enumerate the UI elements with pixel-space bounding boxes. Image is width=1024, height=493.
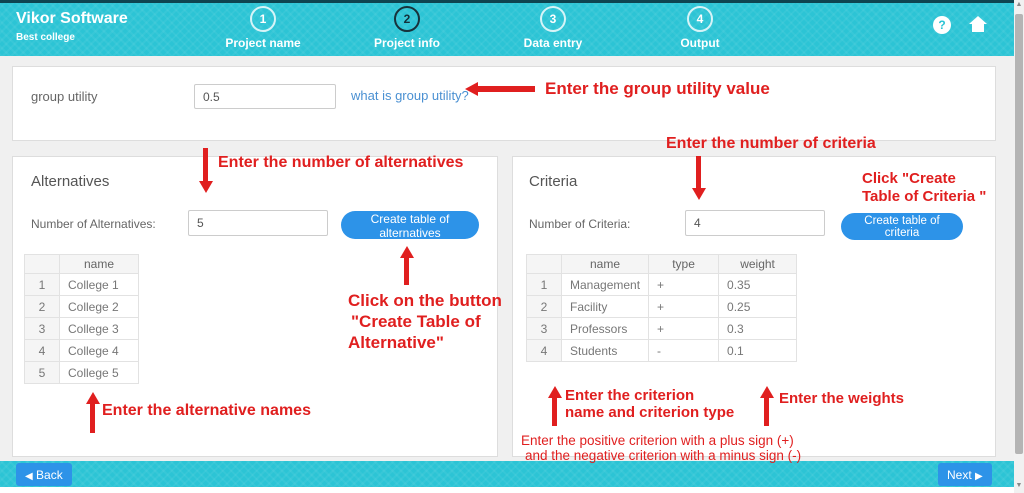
criterion-type-cell[interactable]: - <box>649 340 719 362</box>
scrollbar-thumb[interactable] <box>1015 14 1023 454</box>
alternative-name-cell[interactable]: College 2 <box>60 296 139 318</box>
row-index: 4 <box>527 340 562 362</box>
row-index: 4 <box>25 340 60 362</box>
criterion-type-cell[interactable]: + <box>649 296 719 318</box>
step-project-info[interactable] <box>347 6 467 50</box>
table-row <box>527 274 797 296</box>
row-index: 3 <box>527 318 562 340</box>
help-icon[interactable]: ? <box>933 16 951 34</box>
alt-header-index <box>25 255 60 274</box>
create-table-of-alternatives-button[interactable]: Create table of alternatives <box>341 211 479 239</box>
scrollbar-up-icon[interactable]: ▲ <box>1015 1 1023 8</box>
number-of-criteria-input[interactable] <box>685 210 825 236</box>
criterion-weight-cell[interactable]: 0.3 <box>719 318 797 340</box>
criterion-weight-cell[interactable]: 0.25 <box>719 296 797 318</box>
row-index: 5 <box>25 362 60 384</box>
table-row <box>25 340 139 362</box>
table-row <box>25 362 139 384</box>
crit-header-type: type <box>649 255 719 274</box>
home-icon-body <box>972 24 984 32</box>
annotation-group-utility: Enter the group utility value <box>545 79 770 98</box>
create-table-of-criteria-button[interactable]: Create table of criteria <box>841 213 963 240</box>
vertical-scrollbar[interactable] <box>1014 0 1024 493</box>
annotation-sign-note: Enter the positive criterion with a plus sign (+) and the negative criterion with a minus sign (-) <box>521 433 802 463</box>
footer-bar <box>0 461 1014 487</box>
row-index: 3 <box>25 318 60 340</box>
annotation-click-create-criteria: Click "Create Table of Criteria " <box>862 170 987 205</box>
step-4-label: Output <box>680 36 720 50</box>
crit-header-index <box>527 255 562 274</box>
annotation-click-create-alternatives: Click on the button "Create Table of Alternative" <box>348 291 502 352</box>
step-output[interactable] <box>640 6 760 50</box>
criterion-weight-cell[interactable]: 0.1 <box>719 340 797 362</box>
table-row <box>25 274 139 296</box>
step-project-name[interactable] <box>203 6 323 50</box>
app-header <box>0 3 1014 56</box>
criteria-heading: Criteria <box>529 173 578 190</box>
project-name-subtitle: Best college <box>16 32 75 43</box>
number-of-alternatives-input[interactable] <box>188 210 328 236</box>
row-index: 2 <box>527 296 562 318</box>
criterion-type-cell[interactable]: + <box>649 274 719 296</box>
crit-header-name: name <box>562 255 649 274</box>
group-utility-input[interactable] <box>194 84 336 109</box>
crit-header-weight: weight <box>719 255 797 274</box>
criteria-table <box>526 254 797 362</box>
table-row <box>25 296 139 318</box>
criterion-name-cell[interactable]: Facility <box>562 296 649 318</box>
alternatives-heading: Alternatives <box>31 173 110 190</box>
back-arrow-icon: ◀ <box>25 470 33 482</box>
number-of-alternatives-label: Number of Alternatives: <box>31 217 156 231</box>
step-3-label: Data entry <box>523 36 583 50</box>
annotation-weights: Enter the weights <box>779 390 905 407</box>
alternatives-header-row <box>25 255 139 274</box>
table-row <box>527 318 797 340</box>
alternative-name-cell[interactable]: College 4 <box>60 340 139 362</box>
what-is-group-utility-link[interactable]: what is group utility? <box>351 88 469 103</box>
number-of-criteria-label: Number of Criteria: <box>529 217 631 231</box>
annotation-criterion-name-type: Enter the criterion name and criterion type <box>565 387 735 421</box>
criterion-name-cell[interactable]: Professors <box>562 318 649 340</box>
step-2-circle: 2 <box>394 6 420 32</box>
step-4-circle: 4 <box>687 6 713 32</box>
alternative-name-cell[interactable]: College 1 <box>60 274 139 296</box>
back-button[interactable]: ◀ Back <box>16 463 72 486</box>
criterion-type-cell[interactable]: + <box>649 318 719 340</box>
group-utility-label: group utility <box>31 89 98 104</box>
step-2-label: Project info <box>373 36 440 50</box>
row-index: 1 <box>527 274 562 296</box>
alt-header-name: name <box>60 255 139 274</box>
step-1-circle: 1 <box>250 6 276 32</box>
annotation-num-criteria: Enter the number of criteria <box>666 135 876 152</box>
group-utility-panel <box>12 66 996 141</box>
home-icon[interactable] <box>968 16 988 34</box>
annotation-num-alternatives: Enter the number of alternatives <box>218 154 464 171</box>
table-row <box>527 296 797 318</box>
step-1-label: Project name <box>225 36 301 50</box>
table-row <box>527 340 797 362</box>
annotation-alternative-names: Enter the alternative names <box>102 402 311 419</box>
next-arrow-icon: ▶ <box>975 470 983 482</box>
criterion-name-cell[interactable]: Students <box>562 340 649 362</box>
home-icon-roof <box>969 16 987 24</box>
alternatives-table <box>24 254 139 384</box>
criterion-name-cell[interactable]: Management <box>562 274 649 296</box>
criteria-header-row <box>527 255 797 274</box>
app-title: Vikor Software <box>16 10 128 27</box>
table-row <box>25 318 139 340</box>
alternative-name-cell[interactable]: College 5 <box>60 362 139 384</box>
criterion-weight-cell[interactable]: 0.35 <box>719 274 797 296</box>
step-3-circle: 3 <box>540 6 566 32</box>
alternative-name-cell[interactable]: College 3 <box>60 318 139 340</box>
scrollbar-down-icon[interactable]: ▼ <box>1015 482 1023 489</box>
next-button[interactable]: Next ▶ <box>938 463 992 486</box>
step-data-entry[interactable] <box>493 6 613 50</box>
row-index: 2 <box>25 296 60 318</box>
row-index: 1 <box>25 274 60 296</box>
